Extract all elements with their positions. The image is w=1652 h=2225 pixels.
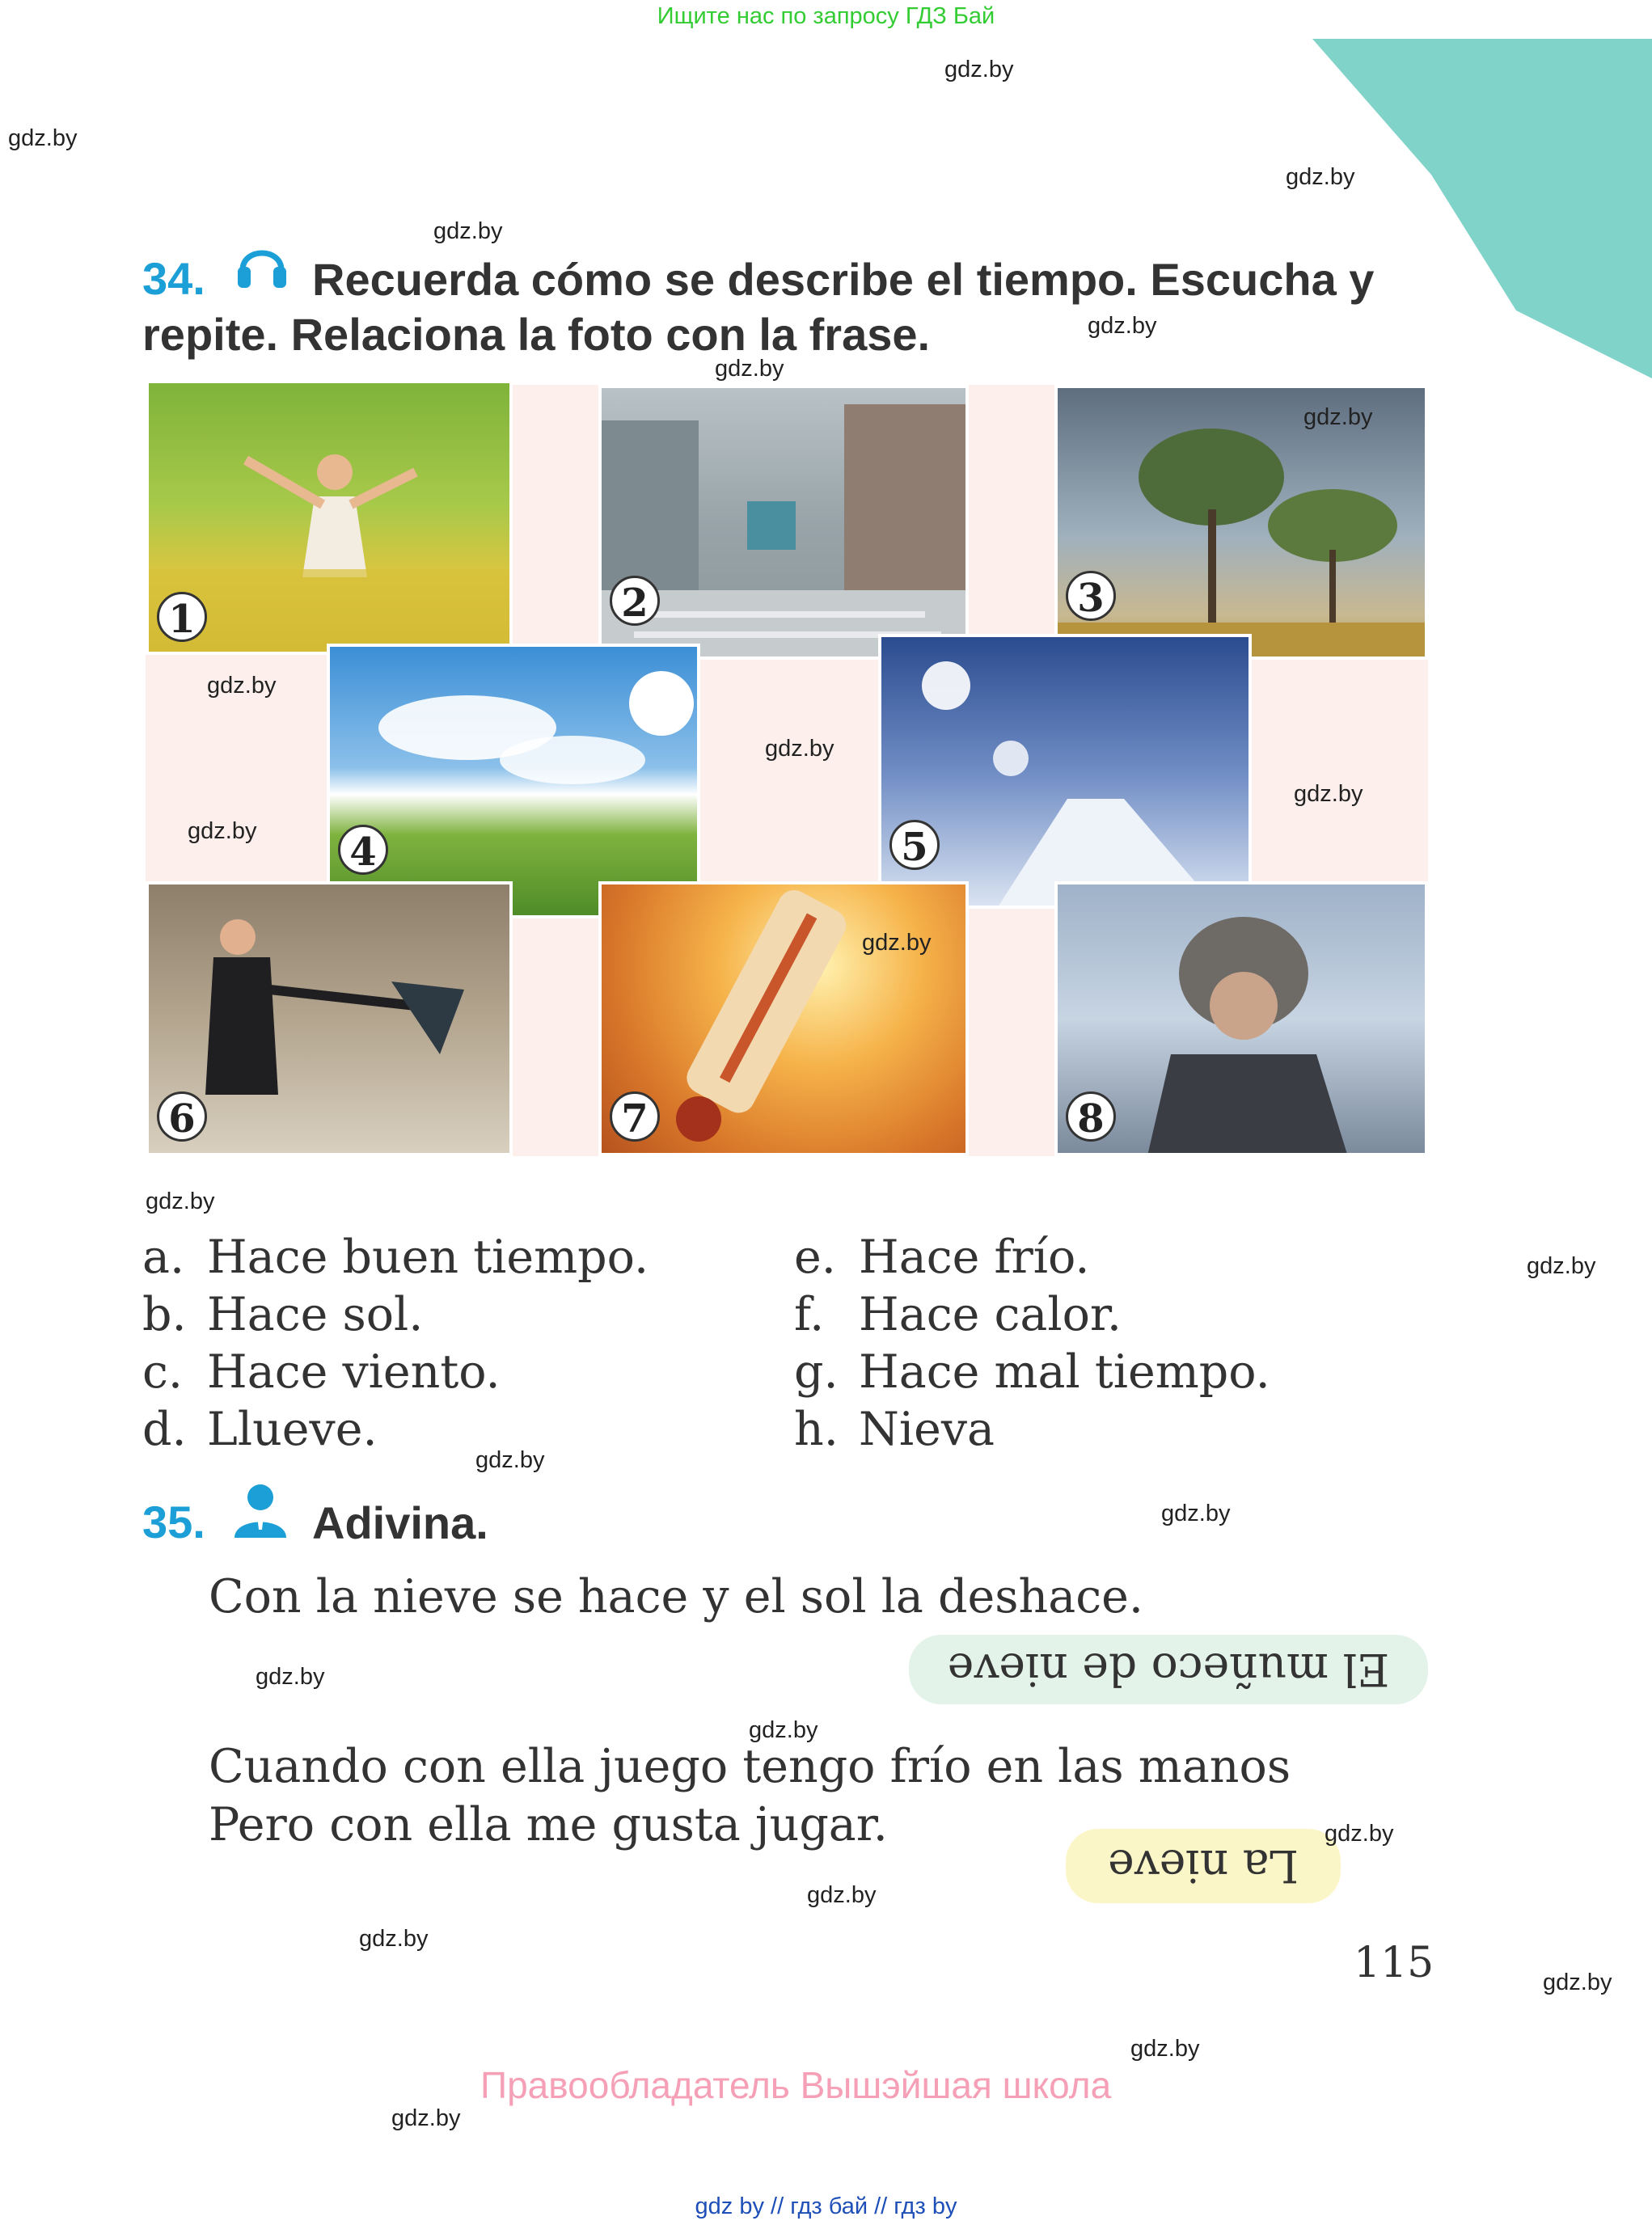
footer-links[interactable]: gdz by // гдз бай // гдз by [695, 2193, 957, 2219]
photo-label: 5 [889, 820, 940, 870]
option-a: a. Hace buen tiempo. [142, 1231, 649, 1284]
photo-label: 6 [157, 1091, 207, 1142]
exercise-34-title-line1: Recuerda cómo se describe el tiempo. Escucha y [312, 254, 1375, 305]
watermark: gdz.by [207, 673, 277, 699]
watermark: gdz.by [715, 356, 784, 382]
watermark: gdz.by [807, 1882, 877, 1908]
watermark: gdz.by [1294, 781, 1363, 807]
watermark: gdz.by [749, 1717, 818, 1743]
riddle-2-line1: Cuando con ella juego tengo frío en las manos [209, 1740, 1291, 1793]
watermark: gdz.by [1527, 1253, 1596, 1279]
option-h: h. Nieva [794, 1403, 995, 1456]
watermark: gdz.by [359, 1926, 429, 1952]
option-c: c. Hace viento. [142, 1345, 501, 1399]
watermark: gdz.by [944, 57, 1014, 82]
watermark: gdz.by [8, 125, 78, 151]
top-search-banner[interactable]: Ищите нас по запросу ГДЗ Бай [657, 3, 995, 29]
photo-label: 4 [338, 825, 388, 875]
watermark: gdz.by [146, 1188, 215, 1214]
watermark: gdz.by [433, 218, 503, 244]
headphones-icon [234, 236, 289, 293]
watermark: gdz.by [188, 818, 257, 844]
photo-5-snowy-park [878, 634, 1252, 909]
photo-1-sunny-field [146, 380, 513, 655]
option-e: e. Hace frío. [794, 1231, 1090, 1284]
person-icon [230, 1480, 291, 1541]
watermark: gdz.by [1286, 164, 1355, 190]
watermark: gdz.by [1543, 1970, 1612, 1995]
photo-label: 7 [610, 1091, 660, 1142]
photo-7-thermometer [598, 881, 969, 1156]
options-left-column [142, 1229, 649, 1459]
option-g: g. Hace mal tiempo. [794, 1345, 1270, 1399]
watermark: gdz.by [391, 2105, 461, 2131]
watermark: gdz.by [765, 736, 834, 762]
photo-label: 1 [157, 592, 207, 642]
riddle-1: Con la nieve se hace y el sol la deshace. [209, 1570, 1143, 1623]
riddle-2-line2: Pero con ella me gusta jugar. [209, 1798, 888, 1851]
watermark: gdz.by [862, 930, 932, 956]
exercise-34-number: 34. [142, 253, 205, 304]
exercise-35-number: 35. [142, 1497, 205, 1547]
photo-8-man-in-frost [1054, 881, 1428, 1156]
options-right-column [794, 1229, 1270, 1459]
rights-holder: Правообладатель Вышэйшая школа [480, 2064, 1112, 2106]
photo-label: 3 [1066, 571, 1116, 621]
watermark: gdz.by [1088, 313, 1157, 339]
page-number: 115 [1354, 1939, 1434, 1987]
photo-label: 2 [610, 576, 660, 626]
answer-1-upside-down: El muñeco de nieve [909, 1635, 1428, 1704]
answer-2-upside-down: La nieve [1066, 1829, 1341, 1903]
decorative-corner-shape [1312, 39, 1652, 378]
watermark: gdz.by [1325, 1821, 1394, 1847]
option-f: f. Hace calor. [794, 1288, 1122, 1341]
exercise-34-title-line2: repite. Relaciona la foto con la frase. [142, 309, 931, 360]
watermark: gdz.by [256, 1664, 325, 1690]
exercise-35-title: Adivina. [312, 1497, 488, 1548]
photo-label: 8 [1066, 1091, 1116, 1142]
photo-2-rainy-street [598, 385, 969, 660]
watermark: gdz.by [475, 1447, 545, 1473]
option-d: d. Llueve. [142, 1403, 378, 1456]
option-b: b. Hace sol. [142, 1288, 424, 1341]
watermark: gdz.by [1130, 2036, 1200, 2062]
photo-6-windy-umbrella [146, 881, 513, 1156]
photo-4-sunny-sky [327, 644, 700, 918]
watermark: gdz.by [1161, 1501, 1231, 1526]
watermark: gdz.by [1303, 404, 1373, 430]
